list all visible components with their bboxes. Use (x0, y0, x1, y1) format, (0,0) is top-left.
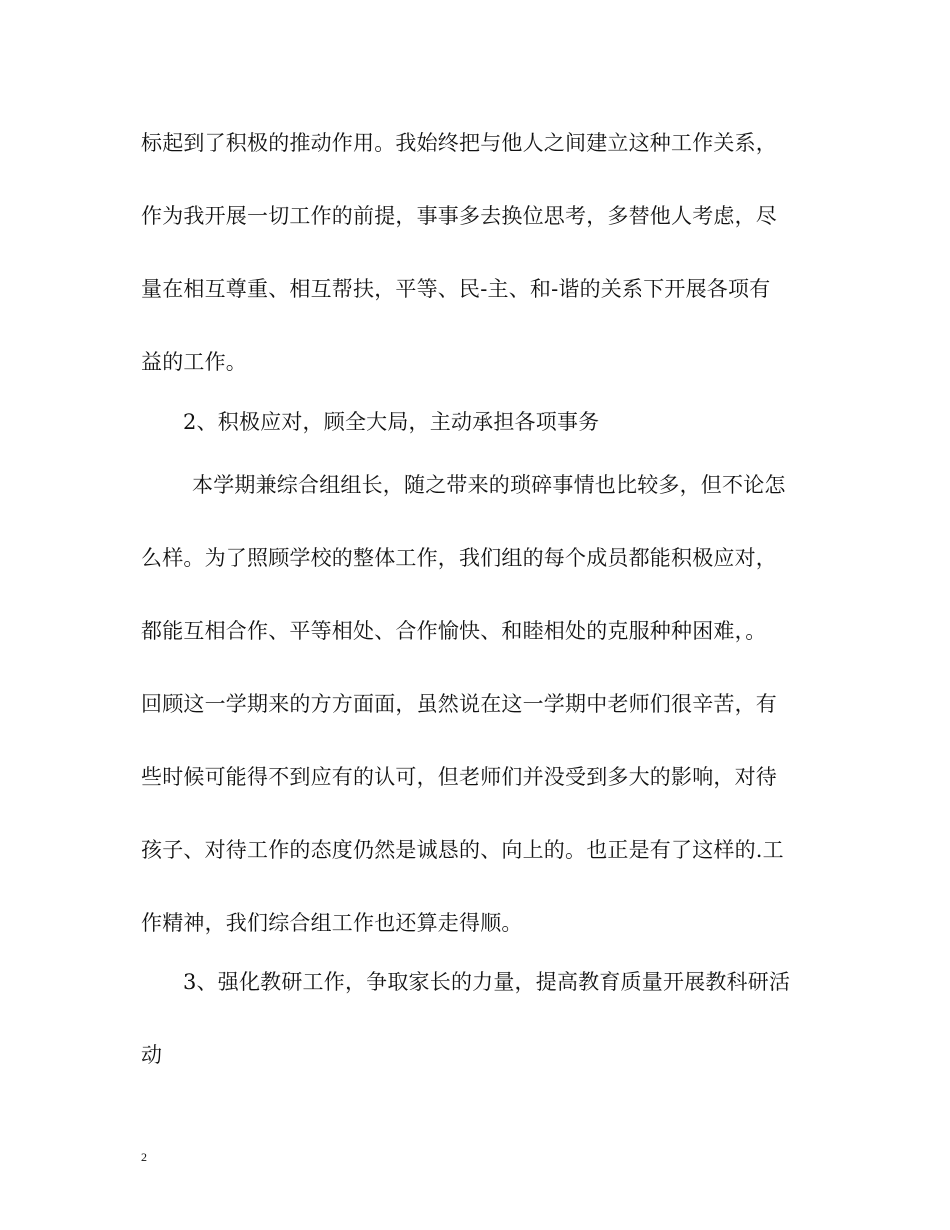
page-number: 2 (141, 1150, 147, 1164)
paragraph-line: 动 (141, 1043, 163, 1067)
section-heading: 3、强化教研工作，争取家长的力量，提高教育质量开展教科研活 (183, 970, 791, 994)
paragraph-line: 都能互相合作、平等相处、合作愉快、和睦相处的克服种种困难，。 (141, 619, 767, 643)
paragraph-line: 回顾这一学期来的方方面面，虽然说在这一学期中老师们很辛苦，有 (141, 692, 777, 716)
paragraph-line: 量在相互尊重、相互帮扶，平等、民-主、和-谐的关系下开展各项有 (141, 277, 771, 301)
paragraph-line: 本学期兼综合组组长，随之带来的琐碎事情也比较多，但不论怎 (192, 473, 786, 497)
paragraph-line: 益的工作。 (141, 350, 247, 374)
paragraph-line: 作精神，我们综合组工作也还算走得顺。 (141, 911, 523, 935)
paragraph-line: 标起到了积极的推动作用。我始终把与他人之间建立这种工作关系， (141, 131, 777, 155)
section-heading: 2、积极应对，顾全大局，主动承担各项事务 (183, 410, 600, 434)
paragraph-line: 么样。为了照顾学校的整体工作，我们组的每个成员都能积极应对， (141, 546, 777, 570)
paragraph-line: 孩子、对待工作的态度仍然是诚恳的、向上的。也正是有了这样的.工 (141, 838, 784, 862)
paragraph-line: 作为我开展一切工作的前提，事事多去换位思考，多替他人考虑，尽 (141, 204, 777, 228)
paragraph-line: 些时候可能得不到应有的认可，但老师们并没受到多大的影响，对待 (141, 765, 777, 789)
